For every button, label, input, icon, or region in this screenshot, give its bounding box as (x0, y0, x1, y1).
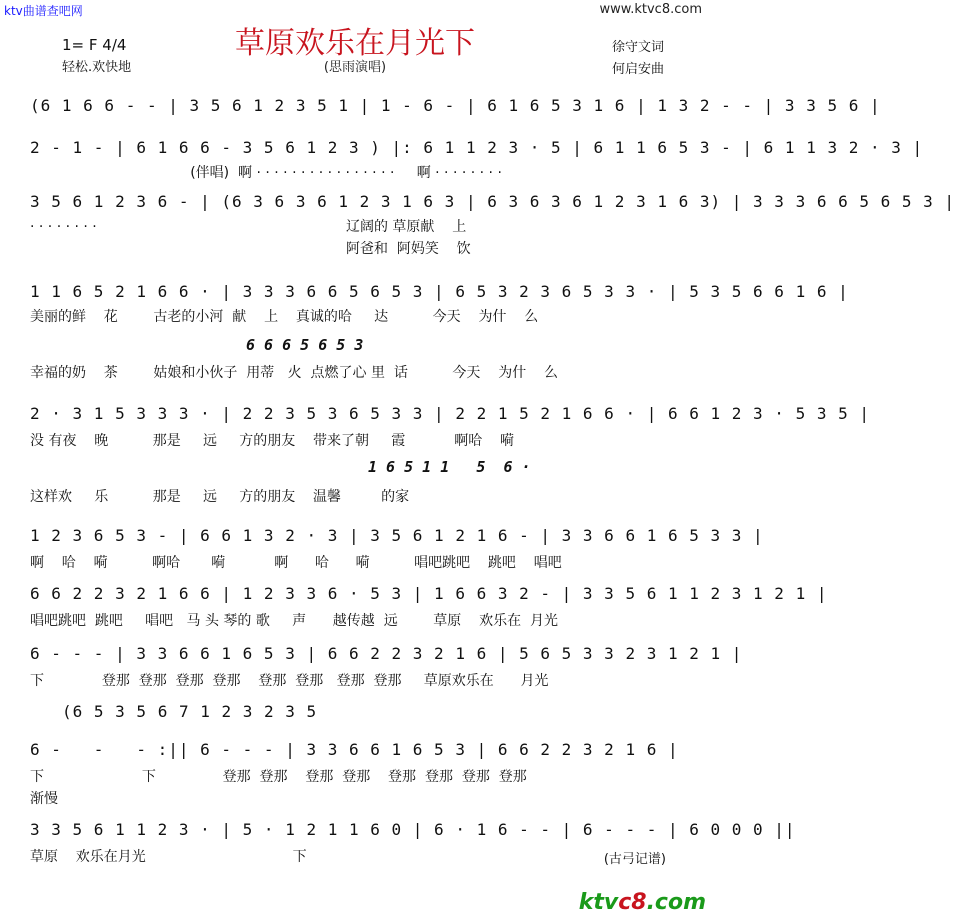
score-row-lyrics: 下 下 登那 登那 登那 登那 登那 登那 登那 登那 (30, 769, 527, 785)
score-row-lyrics: · · · · · · · · 辽阔的 草原献 上 (30, 219, 467, 235)
score-row-notes: 1 1 6 5 2 1 6 6 · | 3 3 3 6 6 5 6 5 3 | 6 5 3 2 3 6 5 3 3 · | 5 3 5 6 6 1 6 | (30, 282, 849, 301)
song-title: 草原欢乐在月光下 (235, 26, 475, 61)
tempo-marking: 轻松.欢快地 (62, 60, 132, 75)
footer-logo-accent: c8 (618, 890, 647, 915)
score-row-notes: 6 6 2 2 3 2 1 6 6 | 1 2 3 3 6 · 5 3 | 1 6 6 3 2 - | 3 3 5 6 1 1 2 3 1 2 1 | (30, 584, 828, 603)
score-row-notes: 2 · 3 1 5 3 3 3 · | 2 2 3 5 3 6 5 3 3 | 2 2 1 5 2 1 6 6 · | 6 6 1 2 3 · 5 3 5 | (30, 404, 870, 423)
score-row-notes: 3 3 5 6 1 1 2 3 · | 5 · 1 2 1 1 6 0 | 6 · 1 6 - - | 6 - - - | 6 0 0 0 || (30, 820, 796, 839)
score-row-lyrics: 草原 欢乐在月光 下 (30, 849, 307, 865)
score-row-lyrics: 没 有夜 晚 那是 远 方的朋友 带来了朝 霞 啊哈 嗬 (30, 433, 515, 449)
score-row-lyrics: 唱吧跳吧 跳吧 唱吧 马 头 琴的 歌 声 越传越 远 草原 欢乐在 月光 (30, 613, 559, 629)
score-row-notes: 1 2 3 6 5 3 - | 6 6 1 3 2 · 3 | 3 5 6 1 2 1 6 - | 3 3 6 6 1 6 5 3 3 | (30, 526, 764, 545)
score-row-lyrics: 美丽的鲜 花 古老的小河 献 上 真诚的哈 达 今天 为什 么 (30, 309, 539, 325)
transcriber-credit: (古弓记谱) (603, 852, 666, 867)
score-row-lyrics: 下 登那 登那 登那 登那 登那 登那 登那 登那 草原欢乐在 月光 (30, 673, 549, 689)
harmony-line: 6 6 6 5 6 5 3 (246, 336, 364, 354)
composer-credit: 何启安曲 (611, 62, 664, 77)
key-signature: 1= F 4/4 (62, 36, 127, 54)
score-row-notes: 6 - - - | 3 3 6 6 1 6 5 3 | 6 6 2 2 3 2 1 6 | 5 6 5 3 3 2 3 1 2 1 | (30, 644, 743, 663)
site-url-right[interactable]: www.ktvc8.com (599, 2, 702, 17)
score-row-lyrics-verse2: 阿爸和 阿妈笑 饮 (30, 241, 471, 257)
site-name-left[interactable]: ktv曲谱查吧网 (4, 4, 83, 18)
footer-logo-text: ktv (578, 890, 619, 915)
harmony-line: 1 6 5 1 1 5 6 · (368, 458, 531, 476)
singer-credit: (思雨演唱) (323, 60, 387, 75)
tempo-change-marking: 渐慢 (30, 791, 58, 807)
score-row-lyrics: (伴唱) 啊 · · · · · · · · · · · · · · · · 啊 · · · · · · · · (30, 165, 502, 181)
score-row-notes: 3 5 6 1 2 3 6 - | (6 3 6 3 6 1 2 3 1 6 3 | 6 3 6 3 6 1 2 3 1 6 3) | 3 3 3 6 6 5 6 5 3 | (30, 192, 955, 211)
footer-logo[interactable] (579, 890, 706, 915)
score-row-lyrics: 啊 哈 嗬 啊哈 嗬 啊 哈 嗬 唱吧跳吧 跳吧 唱吧 (30, 555, 562, 571)
score-row-lyrics-verse2: 幸福的奶 茶 姑娘和小伙子 用蒂 火 点燃了心 里 话 今天 为什 么 (30, 365, 559, 381)
footer-logo-tail: .com (646, 890, 706, 915)
score-row-notes: (6 1 6 6 - - | 3 5 6 1 2 3 5 1 | 1 - 6 - | 6 1 6 5 3 1 6 | 1 3 2 - - | 3 3 5 6 | (30, 96, 881, 115)
score-row-lyrics-verse2: 这样欢 乐 那是 远 方的朋友 温馨 的家 (30, 489, 410, 505)
score-row-notes: 6 - - - :|| 6 - - - | 3 3 6 6 1 6 5 3 | 6 6 2 2 3 2 1 6 | (30, 740, 679, 759)
lyricist-credit: 徐守文词 (611, 40, 664, 55)
score-row-notes: 2 - 1 - | 6 1 6 6 - 3 5 6 1 2 3 ) |: 6 1 1 2 3 · 5 | 6 1 1 6 5 3 - | 6 1 1 3 2 · 3 | (30, 138, 924, 157)
interlude-notes: (6 5 3 5 6 7 1 2 3 2 3 5 (62, 702, 318, 721)
